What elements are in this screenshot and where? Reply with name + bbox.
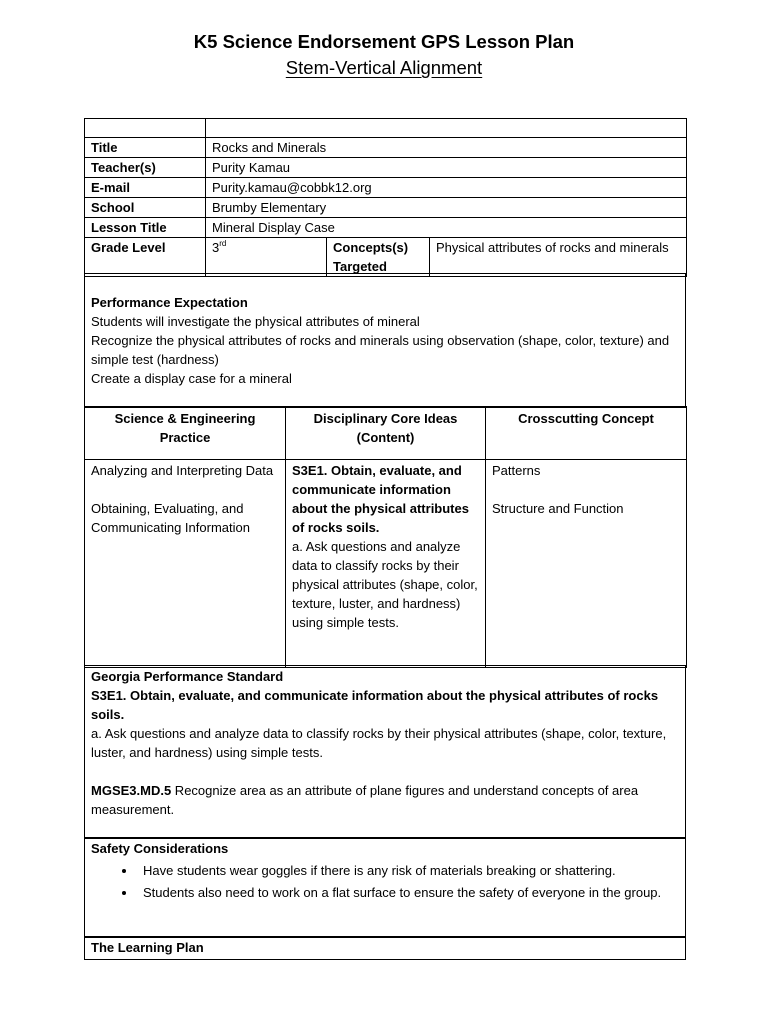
performance-cell (85, 274, 686, 408)
dci-detail: a. Ask questions and analyze data to classify rocks by their physical attributes (shape, color, texture, luster, and hardness) using simple tests. (292, 539, 478, 630)
info-row-title (85, 138, 687, 158)
learning-plan-section (84, 936, 686, 960)
lesson-info-table (84, 118, 687, 277)
ccc-cell (486, 460, 687, 668)
blank-cell (206, 119, 687, 138)
lesson-title-label: Lesson Title (85, 218, 206, 238)
math-text: Recognize area as an attribute of plane figures and understand concepts of area measurement. (91, 783, 639, 817)
safety-item: • Students also need to work on a flat surface to ensure the safety of everyone in the group. (137, 882, 679, 904)
learning-plan-heading: The Learning Plan (91, 940, 204, 955)
sep-item: Analyzing and Interpreting Data (91, 463, 274, 478)
math-code: MGSE3.MD.5 (91, 783, 172, 798)
sep-item: Obtaining, Evaluating, and Communicating Information (91, 501, 250, 535)
dci-cell (286, 460, 486, 668)
title-value: Rocks and Minerals (206, 138, 687, 158)
practices-header-row (85, 407, 687, 460)
lesson-title-value: Mineral Display Case (206, 218, 687, 238)
gps-detail: a. Ask questions and analyze data to classify rocks by their physical attributes (shape, color, texture, luster, and hardness) using simple tests. (91, 726, 667, 760)
performance-line: Create a display case for a mineral (91, 371, 292, 386)
georgia-standard-section (84, 665, 686, 839)
info-row-email (85, 178, 687, 198)
grade-label: Grade Level (85, 238, 206, 277)
teacher-value: Purity Kamau (206, 158, 687, 178)
ccc-header: Crosscutting Concept (486, 407, 687, 460)
safety-item: • Have students wear goggles if there is any risk of materials breaking or shattering. (137, 860, 679, 882)
info-row-teacher (85, 158, 687, 178)
practices-body-row (85, 460, 687, 668)
info-row-school (85, 198, 687, 218)
blank-cell (85, 119, 206, 138)
concepts-label: Concepts(s) Targeted (327, 238, 430, 277)
spacer (91, 762, 679, 781)
info-row-lesson-title (85, 218, 687, 238)
school-value: Brumby Elementary (206, 198, 687, 218)
document-title: K5 Science Endorsement GPS Lesson Plan (193, 31, 575, 52)
performance-line: Recognize the physical attributes of rocks and minerals using observation (shape, color, texture) and simple test (hardness) (91, 333, 670, 367)
performance-expectation-section (84, 273, 686, 408)
safety-heading: Safety Considerations (91, 841, 229, 856)
spacer (492, 480, 680, 499)
dci-standard: S3E1. Obtain, evaluate, and communicate information about the physical attributes of rocks soils. (292, 463, 469, 535)
grade-value-cell (206, 238, 327, 277)
gps-standard: S3E1. Obtain, evaluate, and communicate information about the physical attributes of rocks soils. (91, 688, 659, 722)
gps-math-standard (91, 781, 679, 819)
dci-header: Disciplinary Core Ideas (Content) (286, 407, 486, 460)
performance-heading: Performance Expectation (91, 295, 248, 310)
safety-list (91, 860, 679, 904)
learning-cell (85, 937, 686, 960)
school-label: School (85, 198, 206, 218)
grade-suffix: rd (219, 238, 227, 248)
performance-line: Students will investigate the physical attributes of mineral (91, 314, 420, 329)
gps-cell (85, 666, 686, 839)
safety-cell (85, 838, 686, 938)
safety-section (84, 837, 686, 938)
gps-heading: Georgia Performance Standard (91, 669, 284, 684)
sep-header: Science & Engineering Practice (85, 407, 286, 460)
subtitle-text: Stem-Vertical Alignment (285, 57, 483, 78)
grade-value: 3 (212, 240, 220, 255)
spacer (91, 480, 279, 499)
practices-table (84, 406, 687, 668)
email-label: E-mail (85, 178, 206, 198)
concepts-value: Physical attributes of rocks and minerals (430, 238, 687, 277)
document-subtitle (0, 56, 768, 80)
info-row-grade (85, 238, 687, 277)
ccc-item: Structure and Function (492, 501, 624, 516)
ccc-item: Patterns (492, 463, 541, 478)
teacher-label: Teacher(s) (85, 158, 206, 178)
sep-cell (85, 460, 286, 668)
title-label: Title (85, 138, 206, 158)
email-value: Purity.kamau@cobbk12.org (206, 178, 687, 198)
blank-row (85, 119, 687, 138)
